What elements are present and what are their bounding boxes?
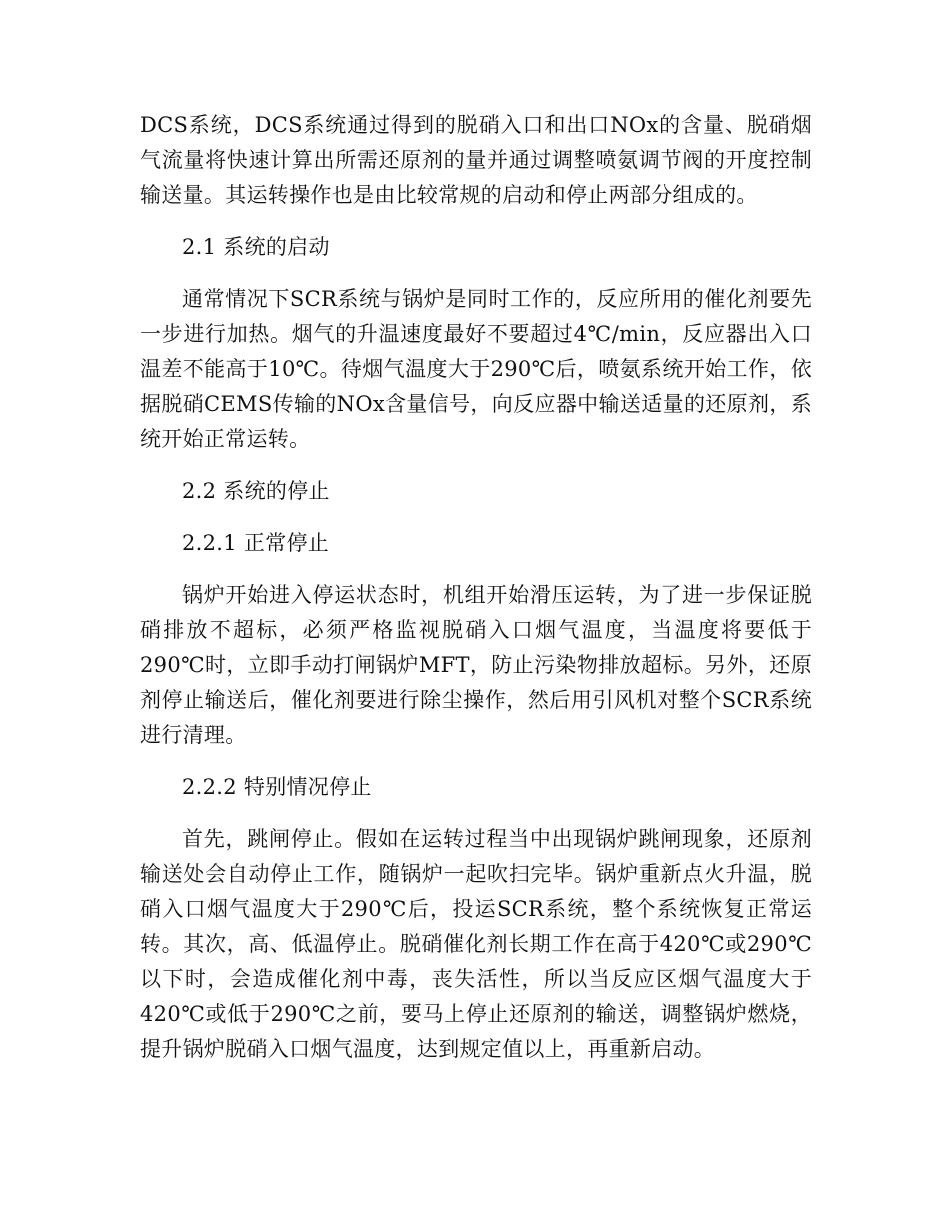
heading-normal-stop: 2.2.1 正常停止 [182,531,330,555]
heading-system-stop: 2.2 系统的停止 [182,479,330,503]
paragraph-dcs-control: DCS系统，DCS系统通过得到的脱硝入口和出口NOx的含量、脱硝烟气流量将快速计算出所需还原剂的量并通过调整喷氨调节阀的开度控制输送量。其运转操作也是由比较常规的启动和停止两部分组成的。 [140,113,812,207]
heading-system-startup: 2.1 系统的启动 [182,235,330,259]
paragraph-normal-stop: 锅炉开始进入停运状态时，机组开始滑压运转，为了进一步保证脱硝排放不超标，必须严格监视脱硝入口烟气温度，当温度将要低于290℃时，立即手动打闸锅炉MFT，防止污染物排放超标。另外，还原剂停止输送后，催化剂要进行除尘操作，然后用引风机对整个SCR系统进行清理。 [140,583,812,747]
paragraph-startup: 通常情况下SCR系统与锅炉是同时工作的，反应所用的催化剂要先一步进行加热。烟气的升温速度最好不要超过4℃/min，反应器出入口温差不能高于10℃。待烟气温度大于290℃后，喷氨系统开始工作，依据脱硝CEMS传输的NOx含量信号，向反应器中输送适量的还原剂，系统开始正常运转。 [140,287,812,451]
paragraph-special-stop: 首先，跳闸停止。假如在运转过程当中出现锅炉跳闸现象，还原剂输送处会自动停止工作，随锅炉一起吹扫完毕。锅炉重新点火升温，脱硝入口烟气温度大于290℃后，投运SCR系统，整个系统恢复正常运转。其次，高、低温停止。脱硝催化剂长期工作在高于420℃或290℃以下时，会造成催化剂中毒，丧失活性，所以当反应区烟气温度大于420℃或低于290℃之前，要马上停止还原剂的输送，调整锅炉燃烧，提升锅炉脱硝入口烟气温度，达到规定值以上，再重新启动。 [140,827,812,1061]
heading-special-stop: 2.2.2 特别情况停止 [182,775,372,799]
document-body [140,108,812,1084]
